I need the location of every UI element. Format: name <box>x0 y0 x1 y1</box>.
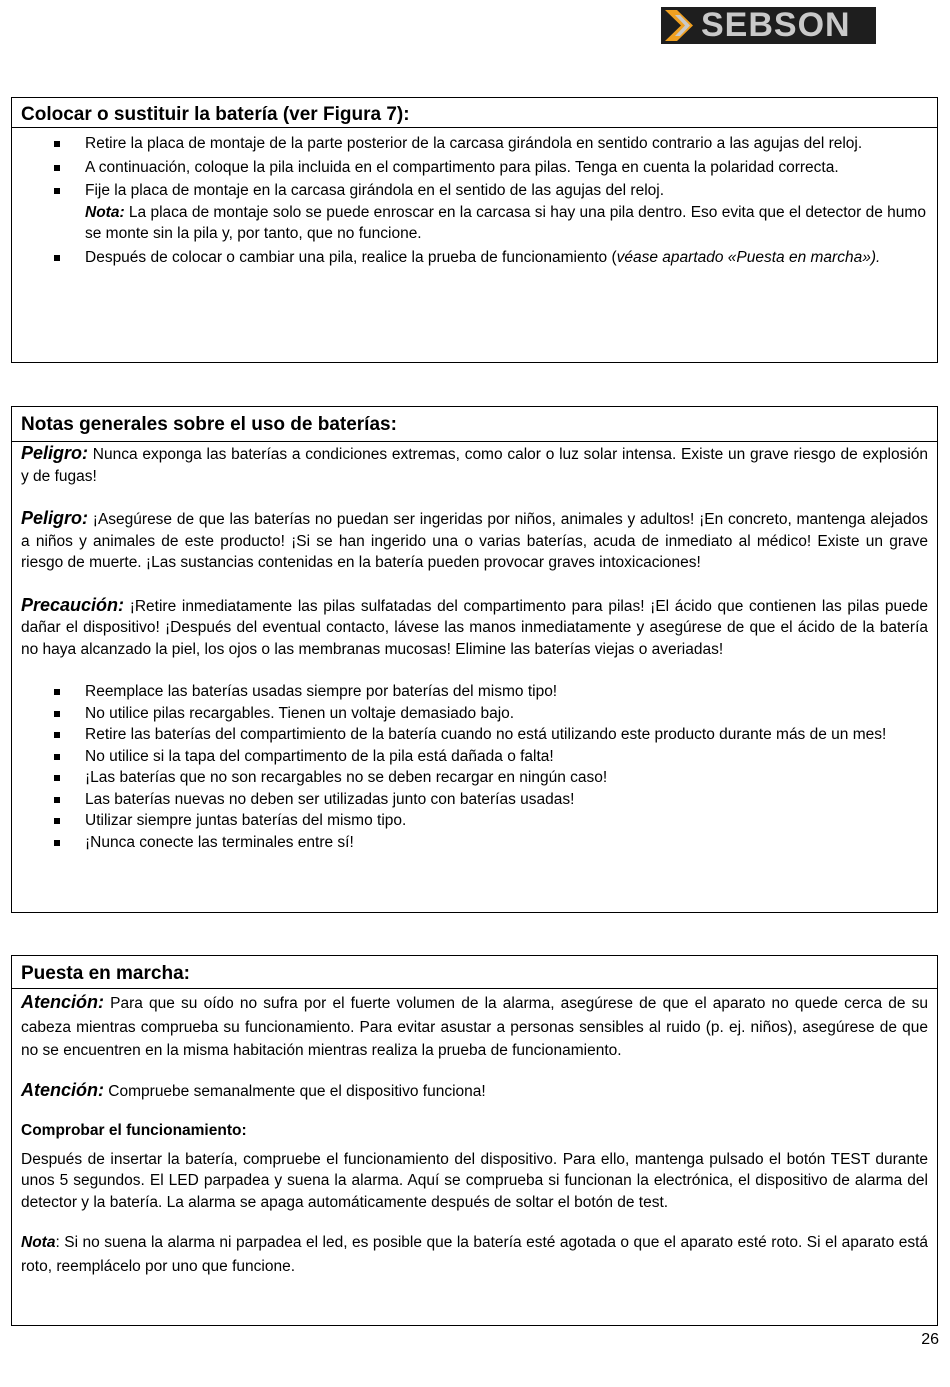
startup-section-title: Puesta en marcha: <box>12 956 937 989</box>
list-item: Utilizar siempre juntas baterías del mismo tipo. <box>85 810 928 832</box>
caution-text: ¡Retire inmediatamente las pilas sulfatadas del compartimento para pilas! ¡El ácido que contienen las pilas puede dañar el dispositivo! ¡Después del eventual contacto, lávese las manos inmediatamente y asegúrese de que el ácido de la batería no haya alcanzado la piel, los ojos o las membranas mucosas! Elimine las baterías viejas o averiadas! <box>21 597 928 658</box>
danger-paragraph-2 <box>21 508 928 574</box>
caution-label: Precaución: <box>21 594 125 615</box>
general-notes-section <box>11 406 938 913</box>
danger-label: Peligro: <box>21 508 89 528</box>
list-item: No utilice pilas recargables. Tienen un voltaje demasiado bajo. <box>85 703 928 725</box>
attention-paragraph-2 <box>21 1079 928 1104</box>
danger-paragraph-1 <box>21 443 928 487</box>
list-item: Reemplace las baterías usadas siempre por baterías del mismo tipo! <box>85 681 928 703</box>
note-text: La placa de montaje solo se puede enroscar en la carcasa si hay una pila dentro. Eso evita que el detector de humo se monte sin la pila y, por tanto, que no funcione. <box>85 203 926 242</box>
general-notes-title: Notas generales sobre el uso de baterías: <box>12 407 937 442</box>
brand-logo <box>661 7 876 44</box>
note-label: Nota: <box>85 203 125 221</box>
reference-link-text: véase apartado «Puesta en marcha» <box>616 248 871 266</box>
note-paragraph <box>21 1231 928 1278</box>
danger-label: Peligro: <box>21 443 89 463</box>
list-item: Retire la placa de montaje de la parte posterior de la carcasa girándola en sentido contrario a las agujas del reloj. <box>85 133 928 155</box>
function-test-paragraph: Después de insertar la batería, compruebe el funcionamiento del dispositivo. Para ello, mantenga pulsado el botón TEST durante unos 5 segundos. El LED parpadea y suena la alarma. Aquí se comprueba si funcionan la electrónica, el dispositivo de alarma del detector y la batería. La alarma se apaga automáticamente después de soltar el botón de test. <box>21 1150 928 1211</box>
note-label: Nota <box>21 1234 56 1251</box>
danger-text: ¡Asegúrese de que las baterías no puedan ser ingeridas por niños, animales y adultos! ¡En concreto, mantenga alejados a niños y animales de este producto! ¡Si se han ingerido una o varias baterías, acuda de inmediato al médico! Existe un grave riesgo de muerte. ¡Las sustancias contenidas en la batería pueden provocar graves intoxicaciones! <box>21 511 928 571</box>
page-number: 26 <box>921 1331 939 1348</box>
battery-section-title: Colocar o sustituir la batería (ver Figura 7): <box>12 98 937 128</box>
caution-paragraph <box>21 595 928 661</box>
list-item-text: Fije la placa de montaje en la carcasa girándola en el sentido de las agujas del reloj. <box>85 182 665 199</box>
list-item <box>85 180 928 245</box>
list-item <box>85 247 928 269</box>
note-text: : Si no suena la alarma ni parpadea el led, es posible que la batería esté agotada o que el aparato esté roto. Si el aparato está roto, reemplácelo por uno que funcione. <box>21 1234 928 1275</box>
chevron-logo-icon <box>665 10 699 41</box>
logo-text: SEBSON <box>701 6 851 44</box>
battery-section <box>11 97 938 363</box>
list-item-end: ). <box>870 248 881 266</box>
attention-text: Compruebe semanalmente que el dispositivo funciona! <box>104 1082 486 1100</box>
list-item-text: Después de colocar o cambiar una pila, realice la prueba de funcionamiento ( <box>85 248 617 266</box>
list-item: Las baterías nuevas no deben ser utilizadas junto con baterías usadas! <box>85 789 928 811</box>
attention-label: Atención: <box>21 1079 104 1100</box>
list-item: Retire las baterías del compartimiento de la batería cuando no está utilizando este producto durante más de un mes! <box>85 724 928 746</box>
list-item: A continuación, coloque la pila incluida en el compartimento para pilas. Tenga en cuenta la polaridad correcta. <box>85 157 928 179</box>
attention-paragraph-1 <box>21 991 928 1063</box>
list-item: ¡Nunca conecte las terminales entre sí! <box>85 832 928 854</box>
list-item: ¡Las baterías que no son recargables no se deben recargar en ningún caso! <box>85 767 928 789</box>
attention-label: Atención: <box>21 992 104 1012</box>
battery-rules-list <box>21 681 928 853</box>
startup-section <box>11 955 938 1326</box>
danger-text: Nunca exponga las baterías a condiciones extremas, como calor o luz solar intensa. Existe un grave riesgo de explosión y de fugas! <box>21 446 928 485</box>
list-item: No utilice si la tapa del compartimento de la pila está dañada o falta! <box>85 746 928 768</box>
battery-steps-list <box>21 133 928 268</box>
function-test-heading: Comprobar el funcionamiento: <box>21 1122 247 1139</box>
attention-text: Para que su oído no sufra por el fuerte volumen de la alarma, asegúrese de que el aparato no quede cerca de su cabeza mientras comprueba su funcionamiento. Para evitar asustar a personas sensibles al ruido (p. ej. niños), asegúrese de que no se encuentren en la misma habitación mientras realiza la prueba de funcionamiento. <box>21 995 928 1059</box>
